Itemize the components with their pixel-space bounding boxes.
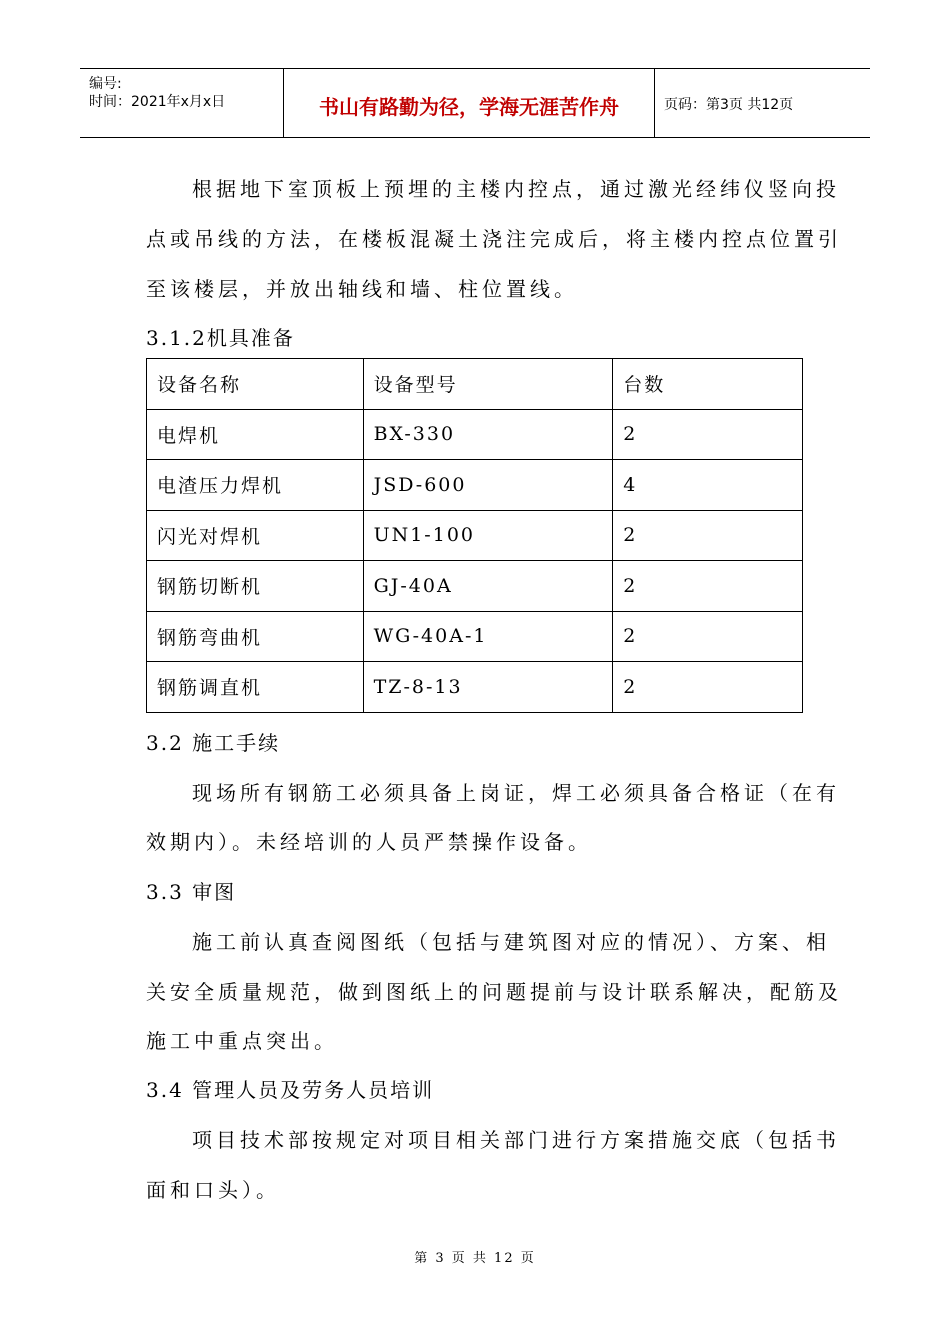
document-header <box>80 68 870 138</box>
paragraph-line: 项目技术部按规定对项目相关部门进行方案措施交底（包括书 <box>192 1128 840 1152</box>
equipment-table <box>146 358 803 713</box>
date-line: 时间：2021年x月x日 <box>89 94 226 110</box>
motto: 书山有路勤为径，学海无涯苦作舟 <box>319 95 619 119</box>
paragraph-line: 施工前认真查阅图纸（包括与建筑图对应的情况）、方案、相 <box>192 930 830 954</box>
paragraph-line: 效期内）。未经培训的人员严禁操作设备。 <box>146 830 592 854</box>
table-row <box>147 460 803 511</box>
paragraph-line: 点或吊线的方法，在楼板混凝土浇注完成后，将主楼内控点位置引 <box>146 227 842 251</box>
table-cell: 电焊机 <box>147 409 364 460</box>
table-cell: 钢筋弯曲机 <box>147 611 364 662</box>
section-heading: 3.1.2机具准备 <box>146 326 295 350</box>
table-row <box>147 409 803 460</box>
table-cell: JSD-600 <box>363 460 613 511</box>
table-cell: 2 <box>613 561 803 612</box>
table-row <box>147 561 803 612</box>
paragraph-line: 关安全质量规范，做到图纸上的问题提前与设计联系解决，配筋及 <box>146 980 842 1004</box>
table-cell: WG-40A-1 <box>363 611 613 662</box>
paragraph-line: 根据地下室顶板上预埋的主楼内控点，通过激光经纬仪竖向投 <box>192 177 840 201</box>
table-cell: 2 <box>613 510 803 561</box>
paragraph-line: 面和口头）。 <box>146 1178 280 1202</box>
table-row <box>147 662 803 713</box>
table-cell: UN1-100 <box>363 510 613 561</box>
table-cell: 电渣压力焊机 <box>147 460 364 511</box>
table-cell: 闪光对焊机 <box>147 510 364 561</box>
table-cell: 2 <box>613 611 803 662</box>
table-cell: 钢筋切断机 <box>147 561 364 612</box>
table-header-cell: 设备名称 <box>147 359 364 410</box>
paragraph-line: 至该楼层，并放出轴线和墙、柱位置线。 <box>146 277 578 301</box>
header-motto-cell <box>284 69 655 137</box>
table-cell: 2 <box>613 662 803 713</box>
table-cell: 2 <box>613 409 803 460</box>
table-cell: TZ-8-13 <box>363 662 613 713</box>
header-page-cell <box>655 69 870 137</box>
paragraph-line: 施工中重点突出。 <box>146 1029 338 1053</box>
table-cell: 钢筋调直机 <box>147 662 364 713</box>
table-cell: GJ-40A <box>363 561 613 612</box>
header-meta-cell <box>80 69 284 137</box>
section-heading: 3.4 管理人员及劳务人员培训 <box>146 1078 435 1102</box>
table-row <box>147 510 803 561</box>
section-heading: 3.2 施工手续 <box>146 731 281 755</box>
page-info: 页码：第3页 共12页 <box>664 97 794 113</box>
page-footer: 第 3 页 共 12 页 <box>414 1251 536 1266</box>
table-header-row <box>147 359 803 410</box>
number-label: 编号: <box>89 76 122 92</box>
table-cell: BX-330 <box>363 409 613 460</box>
section-heading: 3.3 审图 <box>146 880 237 904</box>
paragraph-line: 现场所有钢筋工必须具备上岗证，焊工必须具备合格证（在有 <box>192 781 840 805</box>
table-header-cell: 设备型号 <box>363 359 613 410</box>
table-cell: 4 <box>613 460 803 511</box>
table-header-cell: 台数 <box>613 359 803 410</box>
table-row <box>147 611 803 662</box>
